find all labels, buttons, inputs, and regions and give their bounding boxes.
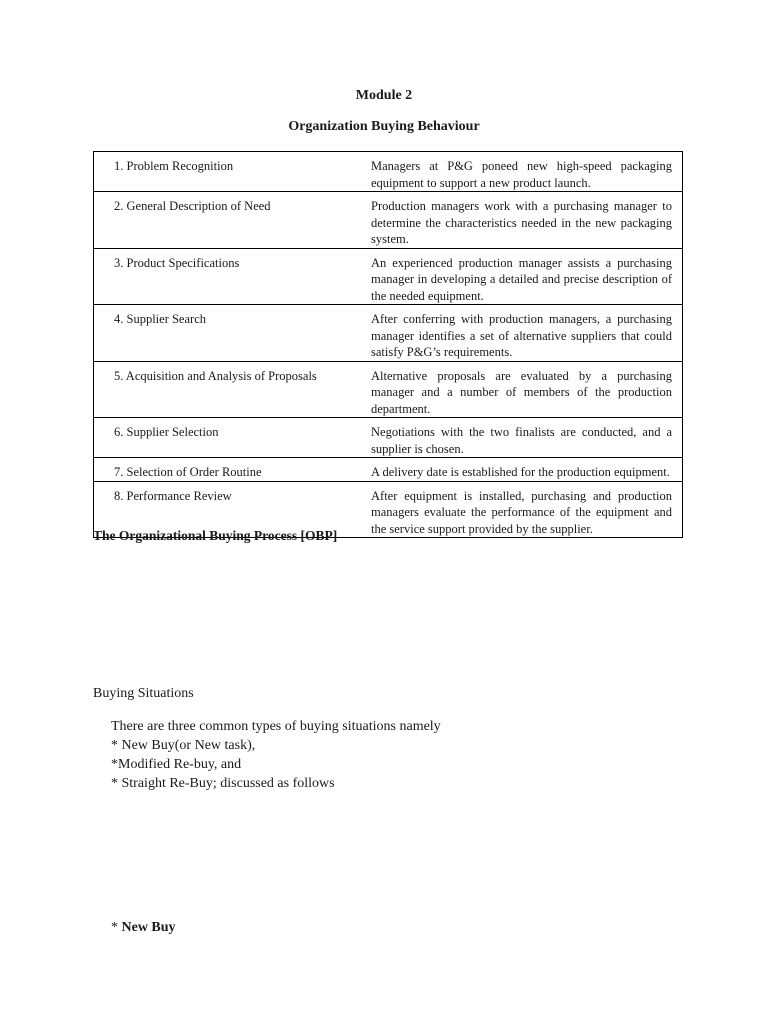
module-title: Module 2	[355, 88, 413, 103]
description-cell: Negotiations with the two finalists are conducted, and a supplier is chosen.	[371, 418, 683, 458]
description-cell: A delivery date is established for the production equipment.	[371, 458, 683, 482]
description-cell: Alternative proposals are evaluated by a purchasing manager and a number of members of the production department.	[371, 361, 683, 418]
description-cell: After conferring with production managers, a purchasing manager identifies a set of alternative suppliers that could satisfy P&G’s requirements.	[371, 305, 683, 362]
description-cell: Managers at P&G poneed new high-speed packaging equipment to support a new product launch.	[371, 152, 683, 192]
step-cell: 3. Product Specifications	[94, 248, 372, 305]
buying-situations-list	[111, 717, 441, 793]
list-item: * New Buy(or New task),	[111, 738, 256, 753]
new-buy-label: New Buy	[121, 920, 176, 935]
buying-situations-heading: Buying Situations	[93, 686, 194, 701]
buying-intro: There are three common types of buying situations namely	[111, 719, 441, 734]
step-cell: 7. Selection of Order Routine	[94, 458, 372, 482]
step-cell: 5. Acquisition and Analysis of Proposals	[94, 361, 372, 418]
buying-process-table	[93, 151, 683, 538]
table-row	[94, 192, 683, 249]
step-cell: 1. Problem Recognition	[94, 152, 372, 192]
table-row	[94, 361, 683, 418]
table-row	[94, 305, 683, 362]
new-buy-heading	[111, 920, 176, 936]
step-cell: 8. Performance Review	[94, 481, 372, 538]
table-row	[94, 458, 683, 482]
description-cell: After equipment is installed, purchasing and production managers evaluate the performance of the equipment and the service support provided by the supplier.	[371, 481, 683, 538]
table-caption: The Organizational Buying Process [OBP]	[93, 528, 338, 543]
step-cell: 2. General Description of Need	[94, 192, 372, 249]
new-buy-bullet: *	[111, 920, 118, 935]
step-cell: 6. Supplier Selection	[94, 418, 372, 458]
step-cell: 4. Supplier Search	[94, 305, 372, 362]
list-item: *Modified Re-buy, and	[111, 757, 242, 772]
list-item: * Straight Re-Buy; discussed as follows	[111, 776, 335, 791]
description-cell: An experienced production manager assists a purchasing manager in developing a detailed and precise description of the needed equipment.	[371, 248, 683, 305]
table-row	[94, 248, 683, 305]
description-cell: Production managers work with a purchasing manager to determine the characteristics needed in the new packaging system.	[371, 192, 683, 249]
page-subtitle: Organization Buying Behaviour	[288, 119, 480, 134]
table-row	[94, 152, 683, 192]
table-row	[94, 418, 683, 458]
